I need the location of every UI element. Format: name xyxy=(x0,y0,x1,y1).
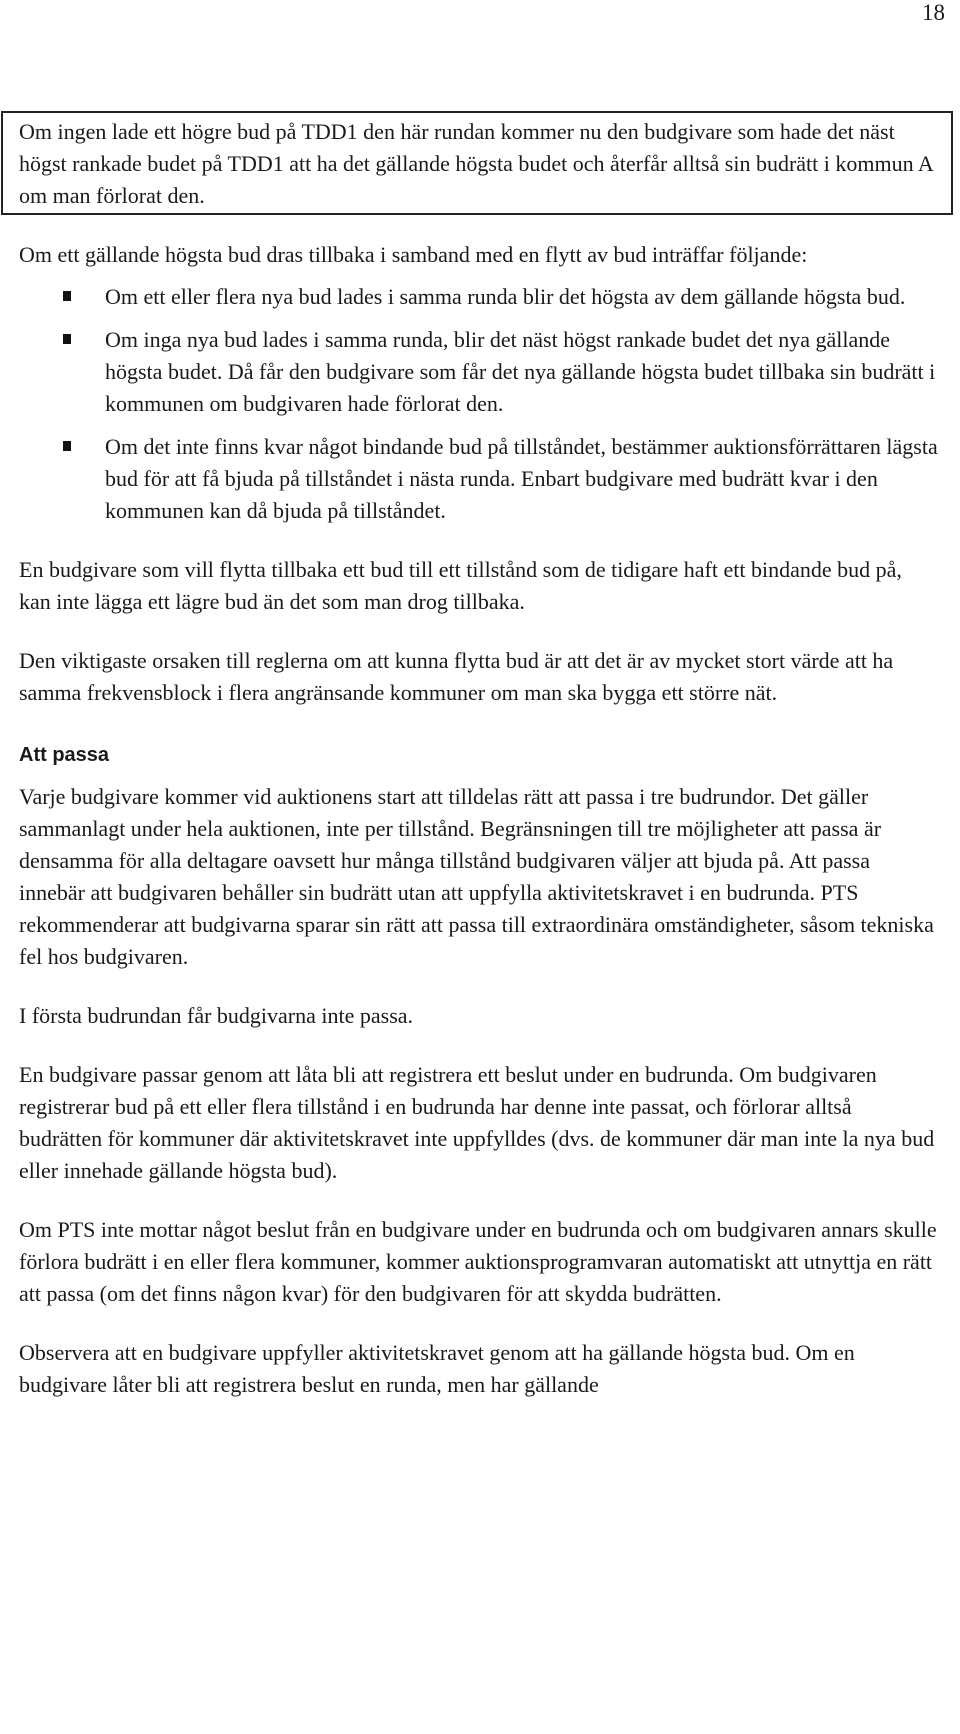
body-paragraph: I första budrundan får budgivarna inte passa. xyxy=(19,1003,414,1028)
list-item-text: Om ett eller flera nya bud lades i samma runda blir det högsta av dem gällande högsta bud. xyxy=(105,284,906,309)
square-bullet-icon xyxy=(63,441,71,451)
document-body xyxy=(19,116,939,1401)
square-bullet-icon xyxy=(63,334,71,344)
page-number: 18 xyxy=(922,0,945,25)
list-item xyxy=(19,431,939,527)
boxed-example-paragraph: Om ingen lade ett högre bud på TDD1 den här rundan kommer nu den budgivare som hade det näst högst rankade budet på TDD1 att ha det gällande högsta budet och återfår alltså sin budrätt i kommun A om man förlorat den. xyxy=(19,119,933,208)
list-item xyxy=(19,281,939,313)
square-bullet-icon xyxy=(63,291,71,301)
list-item-text: Om det inte finns kvar något bindande bud på tillståndet, bestämmer auktionsförrättaren lägsta bud för att få bjuda på tillståndet i nästa runda. Enbart budgivare med budrätt kvar i den kommunen kan då bjuda på tillståndet. xyxy=(105,434,938,523)
body-paragraph: En budgivare passar genom att låta bli att registrera ett beslut under en budrunda. Om budgivaren registrerar bud på ett eller flera tillstånd i en budrunda har denne inte passat, och förlorar alltså budrätten för kommuner där aktivitetskravet inte uppfylldes (dvs. de kommuner där man inte la nya bud eller innehade gällande högsta bud). xyxy=(19,1062,935,1183)
list-item xyxy=(19,324,939,420)
section-heading: Att passa xyxy=(19,744,110,766)
withdrawal-intro-paragraph: Om ett gällande högsta bud dras tillbaka i samband med en flytt av bud inträffar följande: xyxy=(19,242,808,267)
body-paragraph: En budgivare som vill flytta tillbaka ett bud till ett tillstånd som de tidigare haft ett bindande bud på, kan inte lägga ett lägre bud än det som man drog tillbaka. xyxy=(19,557,902,614)
body-paragraph: Observera att en budgivare uppfyller aktivitetskravet genom att ha gällande högsta bud. Om en budgivare låter bli att registrera beslut en runda, men har gällande xyxy=(19,1340,855,1397)
body-paragraph: Den viktigaste orsaken till reglerna om att kunna flytta bud är att det är av mycket stort värde att ha samma frekvensblock i flera angränsande kommuner om man ska bygga ett större nät. xyxy=(19,648,894,705)
body-paragraph: Om PTS inte mottar något beslut från en budgivare under en budrunda och om budgivaren annars skulle förlora budrätt i en eller flera kommuner, kommer auktionsprogramvaran automatiskt att utnyttja en rätt att passa (om det finns någon kvar) för den budgivaren för att skydda budrätten. xyxy=(19,1217,937,1306)
body-paragraph: Varje budgivare kommer vid auktionens start att tilldelas rätt att passa i tre budrundor. Det gäller sammanlagt under hela auktionen, inte per tillstånd. Begränsningen till tre möjligheter att passa är densamma för alla deltagare oavsett hur många tillstånd budgivaren väljer att bjuda på. Att passa innebär att budgivaren behåller sin budrätt utan att uppfylla aktivitetskravet i en budrunda. PTS rekommenderar att budgivarna sparar sin rätt att passa till extraordinära omständigheter, såsom tekniska fel hos budgivaren. xyxy=(19,784,934,969)
withdrawal-rules-list xyxy=(19,281,939,527)
list-item-text: Om inga nya bud lades i samma runda, blir det näst högst rankade budet det nya gällande högsta budet. Då får den budgivare som får det nya gällande högsta budet tillbaka sin budrätt i kommunen om budgivaren hade förlorat den. xyxy=(105,327,936,416)
